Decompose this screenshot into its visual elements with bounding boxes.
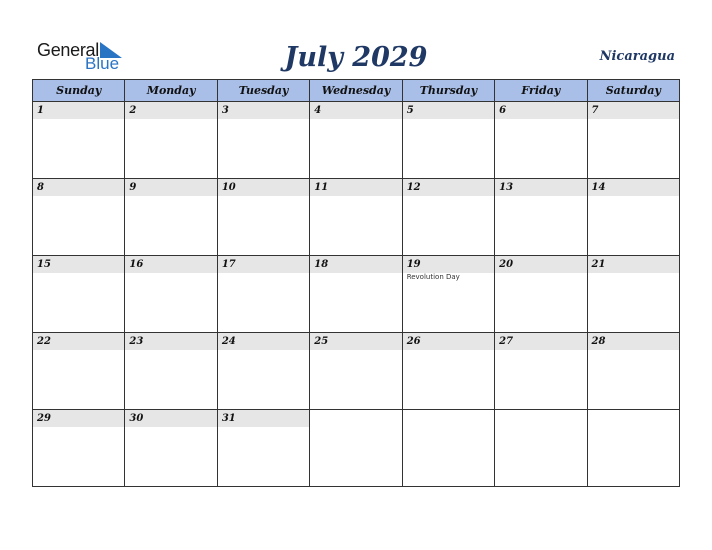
logo-general-text: General [37,40,99,60]
day-cell [217,333,309,410]
day-cell [495,179,587,256]
day-cell [125,410,217,487]
day-number: 13 [495,179,586,196]
day-cell [402,256,494,333]
day-number: 9 [125,179,216,196]
day-cell [587,179,679,256]
day-cell [495,410,587,487]
day-number: 12 [403,179,494,196]
day-cell [33,256,125,333]
day-cell [125,256,217,333]
day-number: 10 [218,179,309,196]
holiday-label: Revolution Day [406,273,460,281]
day-number: 7 [588,102,679,119]
day-number: 19 [403,256,494,273]
day-cell [310,410,402,487]
day-cell [587,410,679,487]
day-number: 5 [403,102,494,119]
day-cell [402,410,494,487]
day-number: 3 [218,102,309,119]
day-cell [125,102,217,179]
day-cell [125,333,217,410]
day-cell [125,179,217,256]
day-cell [310,102,402,179]
day-cell [310,256,402,333]
calendar-week-row [33,179,680,256]
day-cell [310,179,402,256]
day-cell [402,179,494,256]
weekday-header: Wednesday [310,80,402,102]
day-number: 31 [218,410,309,427]
day-cell [310,333,402,410]
day-cell [217,102,309,179]
weekday-header: Friday [495,80,587,102]
day-cell [587,256,679,333]
day-number: 28 [588,333,679,350]
day-number: 21 [588,256,679,273]
calendar-week-row [33,333,680,410]
calendar-week-row [33,102,680,179]
day-number: 29 [33,410,124,427]
day-number: 20 [495,256,586,273]
day-number: 25 [310,333,401,350]
day-number: 18 [310,256,401,273]
country-name: Nicaragua [599,49,675,64]
calendar-week-row [33,256,680,333]
day-cell [587,102,679,179]
calendar-grid [32,79,680,487]
day-cell [33,102,125,179]
day-number: 16 [125,256,216,273]
logo [37,40,127,74]
day-number: 6 [495,102,586,119]
weekday-header: Tuesday [217,80,309,102]
day-cell [33,179,125,256]
day-number: 8 [33,179,124,196]
day-number: 14 [588,179,679,196]
day-number: 30 [125,410,216,427]
calendar-body [33,102,680,487]
day-cell [587,333,679,410]
calendar-title: July 2029 [284,42,428,73]
day-cell [217,410,309,487]
day-number: 4 [310,102,401,119]
day-cell [217,256,309,333]
day-cell [217,179,309,256]
weekday-header: Saturday [587,80,679,102]
day-cell [402,102,494,179]
day-number: 17 [218,256,309,273]
day-cell [495,333,587,410]
day-number: 24 [218,333,309,350]
weekday-header-row [33,80,680,102]
day-cell [495,102,587,179]
day-number: 26 [403,333,494,350]
calendar-week-row [33,410,680,487]
day-cell [402,333,494,410]
weekday-header: Monday [125,80,217,102]
weekday-header: Thursday [402,80,494,102]
day-cell [495,256,587,333]
day-number: 27 [495,333,586,350]
logo-blue-text: Blue [85,54,120,73]
day-number: 23 [125,333,216,350]
day-number: 2 [125,102,216,119]
day-number: 11 [310,179,401,196]
day-number: 1 [33,102,124,119]
day-number: 15 [33,256,124,273]
weekday-header: Sunday [33,80,125,102]
day-number: 22 [33,333,124,350]
day-cell [33,410,125,487]
day-cell [33,333,125,410]
